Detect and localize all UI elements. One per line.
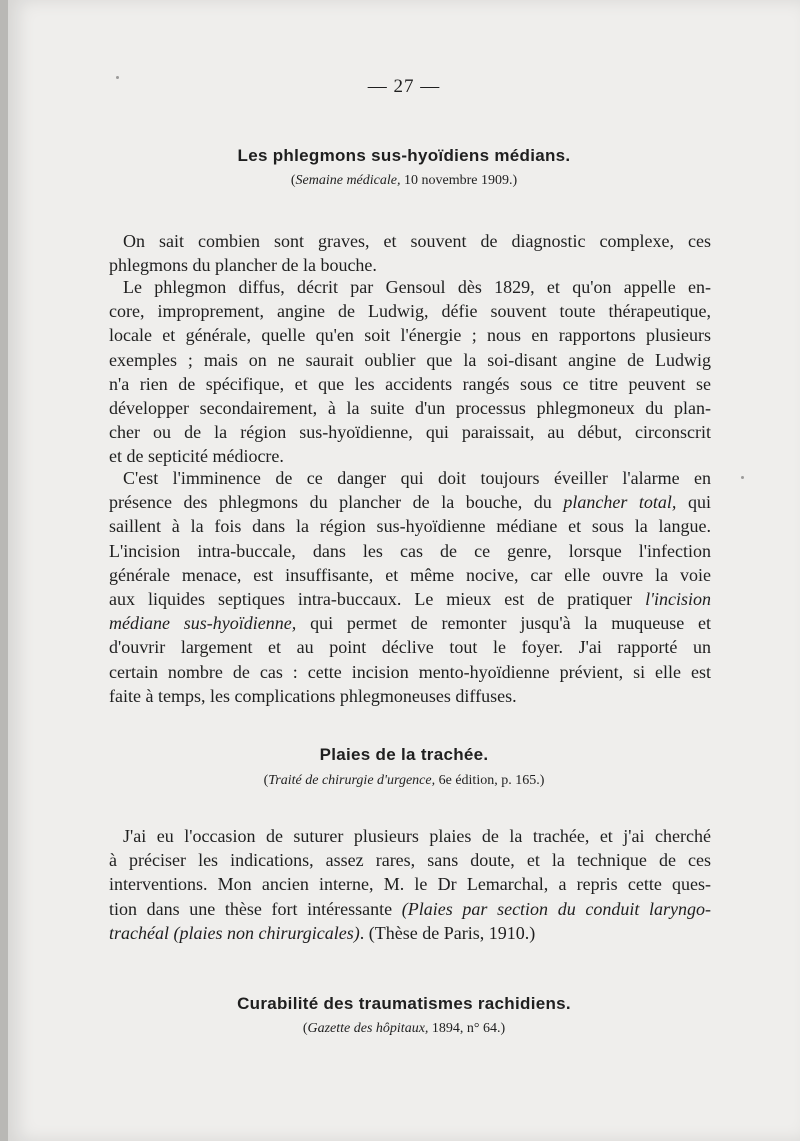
section-title-trachee: Plaies de la trachée. bbox=[319, 745, 489, 764]
text-line: n'a rien de spécifique, et que les accidents rangés sous ce titre peuvent se bbox=[109, 373, 711, 394]
source-open-paren: ( bbox=[302, 1021, 308, 1036]
source-edition: 6e édition, p. 165.) bbox=[435, 773, 545, 788]
text-line bbox=[109, 897, 711, 921]
text-line: d'ouvrir largement et au point déclive tout le foyer. J'ai rapporté un bbox=[109, 637, 711, 658]
text-line: On sait combien sont graves, et souvent de diagnostic complexe, ces bbox=[123, 231, 711, 251]
scan-speck bbox=[116, 76, 119, 79]
text-line: faite à temps, les complications phlegmoneuses diffuses. bbox=[109, 685, 517, 706]
text-line: et de septicité médiocre. bbox=[109, 446, 284, 467]
source-date: 10 novembre 1909.) bbox=[400, 173, 518, 188]
paragraph-ludwig bbox=[109, 275, 711, 469]
text-run-italic: médiane sus-hyoïdienne, bbox=[109, 613, 297, 634]
text-run: qui permet de remonter jusqu'à la muqueuse et bbox=[296, 613, 712, 634]
text-line bbox=[109, 611, 711, 635]
paragraph-trachee bbox=[109, 824, 711, 945]
text-line: L'incision intra-buccale, dans les cas de ce genre, lorsque l'infection bbox=[109, 540, 711, 561]
text-line: Le phlegmon diffus, décrit par Gensoul dès 1829, et qu'on appelle en- bbox=[123, 277, 711, 297]
text-line: J'ai eu l'occasion de suturer plusieurs plaies de la trachée, et j'ai cherché bbox=[123, 826, 711, 846]
text-line: interventions. Mon ancien interne, M. le Dr Lemarchal, a repris cette ques- bbox=[109, 874, 711, 895]
source-open-paren: ( bbox=[263, 773, 269, 788]
section-title-rachidiens: Curabilité des traumatismes rachidiens. bbox=[237, 994, 571, 1013]
text-line: C'est l'imminence de ce danger qui doit toujours éveiller l'alarme en bbox=[123, 468, 711, 488]
text-run: tion dans une thèse fort intéressante bbox=[109, 898, 402, 919]
text-run: . (Thèse de Paris, 1910.) bbox=[359, 922, 536, 943]
section-source-trachee bbox=[8, 773, 800, 789]
source-journal: Gazette des hôpitaux, bbox=[307, 1021, 429, 1036]
text-line: core, improprement, angine de Ludwig, défie souvent toute thérapeutique, bbox=[109, 301, 711, 322]
text-line: à préciser les indications, assez rares, sans doute, et la technique de ces bbox=[109, 850, 711, 871]
paragraph-imminence bbox=[109, 466, 711, 708]
text-run: présence des phlegmons du plancher de la bouche, du bbox=[109, 492, 564, 513]
text-line: cher ou de la région sus-hyoïdienne, qui paraissait, au début, circonscrit bbox=[109, 422, 711, 443]
text-line bbox=[109, 921, 711, 945]
text-line: développer secondairement, à la suite d'un processus phlegmoneux du plan- bbox=[109, 398, 711, 419]
page-number: — 27 — bbox=[367, 76, 441, 97]
text-line: locale et générale, quelle qu'en soit l'énergie ; nous en rapportons plusieurs bbox=[109, 325, 711, 346]
source-open-paren: ( bbox=[290, 173, 296, 188]
paragraph-intro bbox=[109, 229, 711, 277]
source-issue: 1894, n° 64.) bbox=[428, 1021, 506, 1036]
text-run-italic: (Plaies par section du conduit laryngo- bbox=[401, 898, 711, 919]
text-run: aux liquides septiques intra-buccaux. Le mieux est de pratiquer bbox=[109, 589, 646, 610]
text-line: certain nombre de cas : cette incision mento-hyoïdienne prévient, si elle est bbox=[109, 661, 711, 682]
text-line bbox=[109, 587, 711, 611]
section-title-phlegmons: Les phlegmons sus-hyoïdiens médians. bbox=[237, 146, 571, 165]
text-run: qui bbox=[676, 492, 711, 513]
document-page bbox=[8, 0, 800, 1141]
text-run-italic: plancher total, bbox=[563, 492, 677, 513]
text-line: générale menace, est insuffisante, et même nocive, car elle ouvre la voie bbox=[109, 564, 711, 585]
text-run-italic: trachéal (plaies non chirurgicales) bbox=[109, 922, 360, 943]
text-line: saillent à la fois dans la région sus-hyoïdienne médiane et sous la langue. bbox=[109, 516, 711, 537]
text-line bbox=[109, 490, 711, 514]
text-line: phlegmons du plancher de la bouche. bbox=[109, 255, 377, 276]
text-run-italic: l'incision bbox=[645, 589, 711, 610]
source-journal: Semaine médicale, bbox=[295, 173, 401, 188]
section-source-rachidiens bbox=[8, 1021, 800, 1037]
text-line: exemples ; mais on ne saurait oublier que la soi-disant angine de Ludwig bbox=[109, 349, 711, 370]
scan-speck bbox=[741, 476, 744, 479]
section-source-phlegmons bbox=[8, 173, 800, 189]
source-book: Traité de chirurgie d'urgence, bbox=[268, 773, 436, 788]
